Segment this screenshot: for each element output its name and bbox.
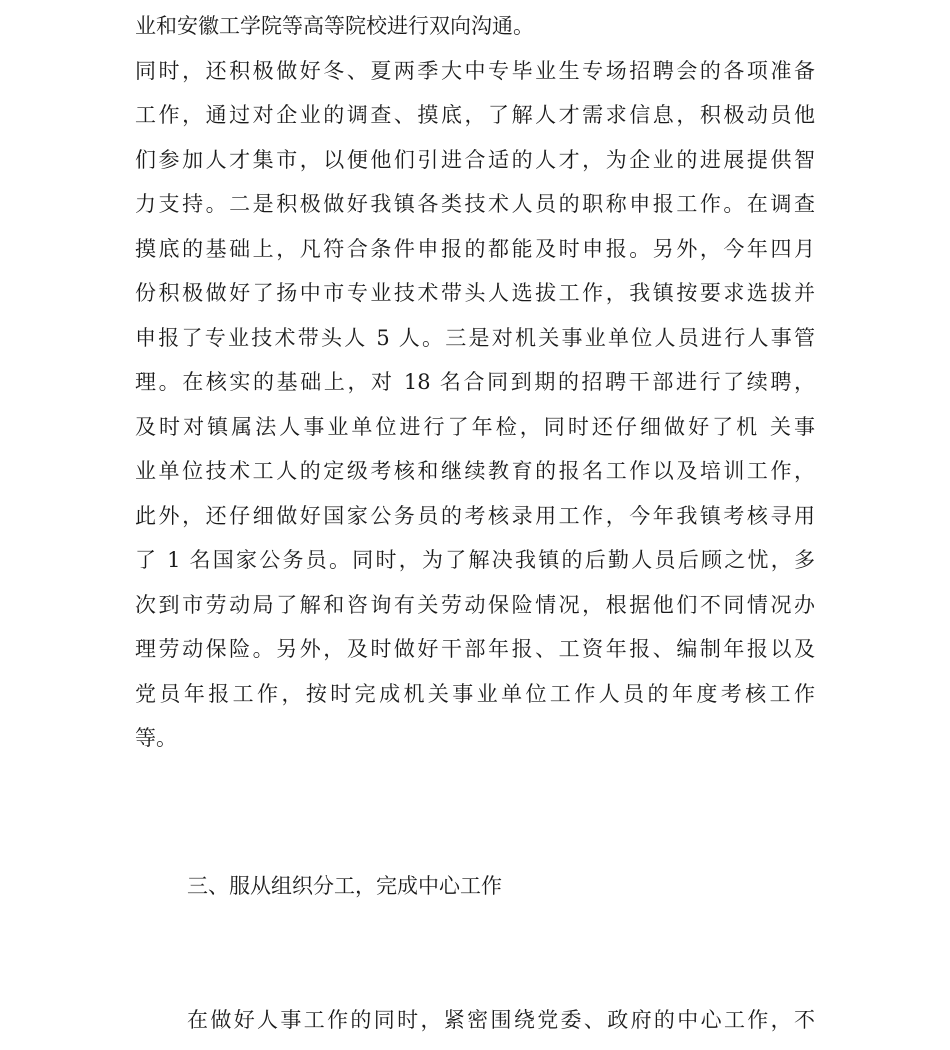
text-line: 及时对镇属法人事业单位进行了年检，同时还仔细做好了机 关事 xyxy=(135,414,815,439)
body-paragraph-continued xyxy=(187,998,815,1043)
text-line: 此外，还仔细做好国家公务员的考核录用工作，今年我镇考核寻用 xyxy=(135,503,815,528)
text-line: 理。在核实的基础上，对 18 名合同到期的招聘干部进行了续聘， xyxy=(135,370,815,394)
body-paragraph xyxy=(135,4,815,761)
text-line: 申报了专业技术带头人 5 人。三是对机关事业单位人员进行人事管 xyxy=(135,325,815,350)
text-line: 等。 xyxy=(135,726,177,750)
text-line: 次到市劳动局了解和咨询有关劳动保险情况，根据他们不同情况办 xyxy=(135,592,815,617)
text-line: 份积极做好了扬中市专业技术带头人选拔工作，我镇按要求选拔并 xyxy=(135,281,815,305)
text-line: 摸底的基础上，凡符合条件申报的都能及时申报。另外，今年四月 xyxy=(135,236,815,261)
text-line: 力支持。二是积极做好我镇各类技术人员的职称申报工作。在调查 xyxy=(135,192,815,216)
section-heading: 三、服从组织分工，完成中心工作 xyxy=(187,874,502,898)
text-line: 同时，还积极做好冬、夏两季大中专毕业生专场招聘会的各项准备 xyxy=(135,58,815,83)
text-line: 业和安徽工学院等高等院校进行双向沟通。 xyxy=(135,14,534,38)
text-line: 业单位技术工人的定级考核和继续教育的报名工作以及培训工作， xyxy=(135,459,815,483)
text-line: 在做好人事工作的同时，紧密围绕党委、政府的中心工作，不 xyxy=(187,1008,815,1032)
text-line: 们参加人才集市，以便他们引进合适的人才，为企业的进展提供智 xyxy=(135,147,815,172)
text-line: 了 1 名国家公务员。同时，为了解决我镇的后勤人员后顾之忧，多 xyxy=(135,548,815,572)
text-line: 理劳动保险。另外，及时做好干部年报、工资年报、编制年报以及 xyxy=(135,637,815,661)
text-line: 党员年报工作，按时完成机关事业单位工作人员的年度考核工作 xyxy=(135,681,815,706)
text-line: 工作，通过对企业的调查、摸底，了解人才需求信息，积极动员他 xyxy=(135,103,815,127)
